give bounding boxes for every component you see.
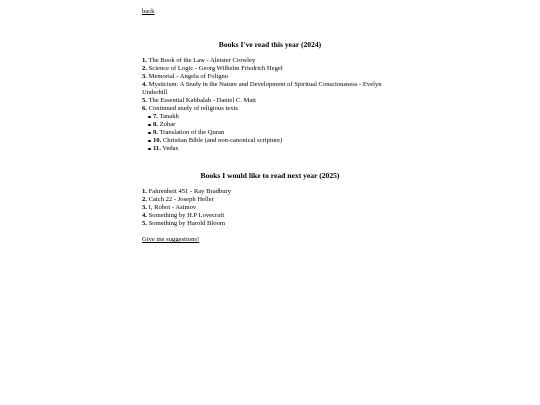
item-number: 1.: [142, 188, 147, 195]
item-text: I, Robot - Asimov: [148, 204, 197, 211]
item-number: 8.: [153, 121, 158, 128]
item-text: The Book of the Law - Aleister Crowley: [148, 57, 256, 64]
list-item: [142, 212, 398, 220]
item-text: Memorial - Angela of Foligno: [148, 73, 229, 80]
item-text: Science of Logic - Georg Wilhelm Friedrich Hegel: [148, 65, 283, 72]
item-text: Something by Harold Bloom: [148, 220, 225, 227]
item-number: 3.: [142, 73, 147, 80]
item-number: 1.: [142, 57, 147, 64]
back-link[interactable]: back: [142, 8, 155, 15]
item-text: The Essential Kabbalah - Daniel C. Matt: [148, 97, 256, 104]
page-content: [142, 8, 398, 244]
list-item: [142, 196, 398, 204]
item-text: Fahrenheit 451 - Ray Bradbury: [148, 188, 232, 195]
item-text: Zohar: [159, 121, 176, 128]
item-text: Catch 22 - Joseph Heller: [148, 196, 214, 203]
list-item: [142, 188, 398, 196]
give-suggestions-link[interactable]: Give me suggestions!: [142, 236, 200, 243]
list-item: [142, 81, 398, 97]
list-item: [142, 65, 398, 73]
item-text: Something by H.P Lovecraft: [148, 212, 225, 219]
list-item: [142, 220, 398, 228]
item-number: 4.: [142, 81, 147, 88]
sublist-item: [148, 129, 398, 137]
list-item: [142, 73, 398, 81]
item-number: 10.: [153, 137, 162, 144]
item-number: 6.: [142, 105, 147, 112]
item-number: 4.: [142, 212, 147, 219]
list-item: [142, 57, 398, 65]
sublist-item: [148, 145, 398, 153]
item-number: 2.: [142, 65, 147, 72]
sublist-item: [148, 121, 398, 129]
item-text: Christian Bible (and non-canonical scripture): [162, 137, 283, 144]
item-text: Tanakh: [159, 113, 179, 120]
item-number: 5.: [142, 220, 147, 227]
item-number: 5.: [142, 97, 147, 104]
sublist-item: [148, 137, 398, 145]
books-to-read-list: [142, 188, 398, 228]
item-text: Vedas: [162, 145, 179, 152]
item-number: 11.: [153, 145, 161, 152]
item-number: 2.: [142, 196, 147, 203]
sublist-item: [148, 113, 398, 121]
list-item: [142, 204, 398, 212]
books-read-list: [142, 57, 398, 153]
item-number: 3.: [142, 204, 147, 211]
religious-texts-sublist: [142, 113, 398, 153]
section-title-2025: Books I would like to read next year (2025): [200, 171, 340, 180]
list-item: [142, 105, 398, 113]
item-number: 9.: [153, 129, 158, 136]
item-text: Translation of the Quran: [159, 129, 225, 136]
item-text: Continued study of religious texts: [148, 105, 238, 112]
section-title-2024: Books I've read this year (2024): [218, 40, 322, 49]
item-number: 7.: [153, 113, 158, 120]
item-text: Mysticism: A Study in the Nature and Development of Spiritual Consciousness - Evelyn Underhill: [142, 81, 382, 96]
list-item: [142, 97, 398, 105]
